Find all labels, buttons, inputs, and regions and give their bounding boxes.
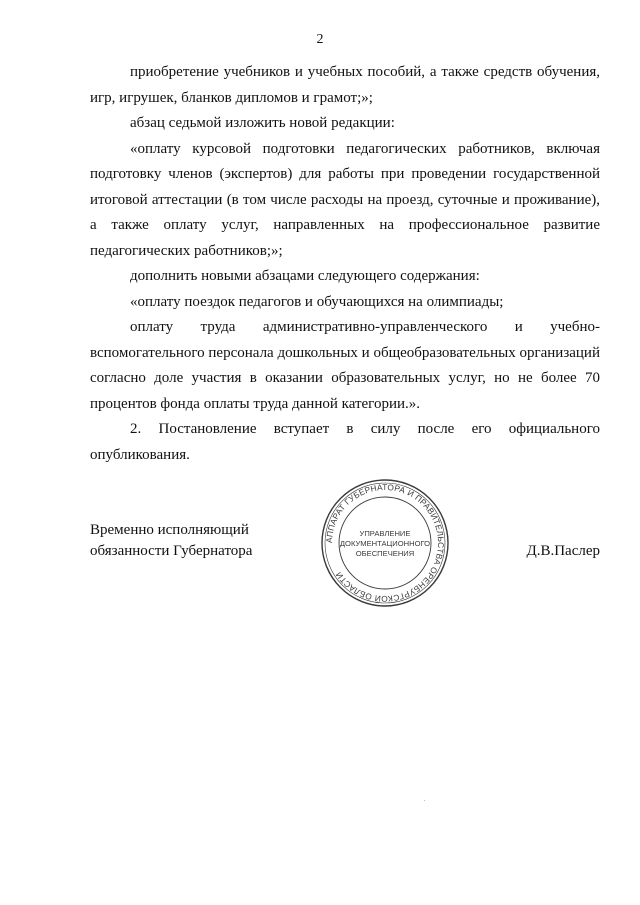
paragraph: 2. Постановление вступает в силу после его официального опубликования. <box>90 421 600 463</box>
paragraph: приобретение учебников и учебных пособий, а также средств обучения, игр, игрушек, бланков дипломов и грамот;»; <box>90 64 600 106</box>
paragraph: абзац седьмой изложить новой редакции: <box>130 115 395 131</box>
seal-center-line: УПРАВЛЕНИЕ <box>359 529 411 538</box>
scan-speck <box>424 800 425 801</box>
seal-center-line: ОБЕСПЕЧЕНИЯ <box>355 549 415 558</box>
paragraph: дополнить новыми абзацами следующего содержания: <box>130 268 480 284</box>
signatory-position <box>90 520 252 562</box>
official-seal <box>320 478 450 608</box>
signatory-position-line: обязанности Губернатора <box>90 543 253 559</box>
signatory-position-line: Временно исполняющий <box>90 522 249 538</box>
page-number: 2 <box>316 32 324 47</box>
signatory-name: Д.В.Паслер <box>526 543 600 559</box>
paragraph: «оплату курсовой подготовки педагогических работников, включая подготовку членов (экспертов) для работы при проведении государственной итоговой аттестации (в том числе расходы на проезд, суточные и проживание), а также оплату услуг, направленных на профессиональное развитие педагогических работников;»; <box>90 140 600 259</box>
seal-center-line: ДОКУМЕНТАЦИОННОГО <box>339 539 431 548</box>
paragraph: оплату труда административно-управленческого и учебно-вспомогательного персонала дошкольных и общеобразовательных организаций согласно доле участия в оказании образовательных услуг, но не более 70 процентов фонда оплаты труда данной категории.». <box>90 319 600 412</box>
paragraph: «оплату поездок педагогов и обучающихся на олимпиады; <box>130 293 504 310</box>
document-body <box>90 60 600 468</box>
seal-ring-text: АППАРАТ ГУБЕРНАТОРА И ПРАВИТЕЛЬСТВА ОРЕНБУРГСКОЙ ОБЛАСТИ <box>323 481 447 605</box>
